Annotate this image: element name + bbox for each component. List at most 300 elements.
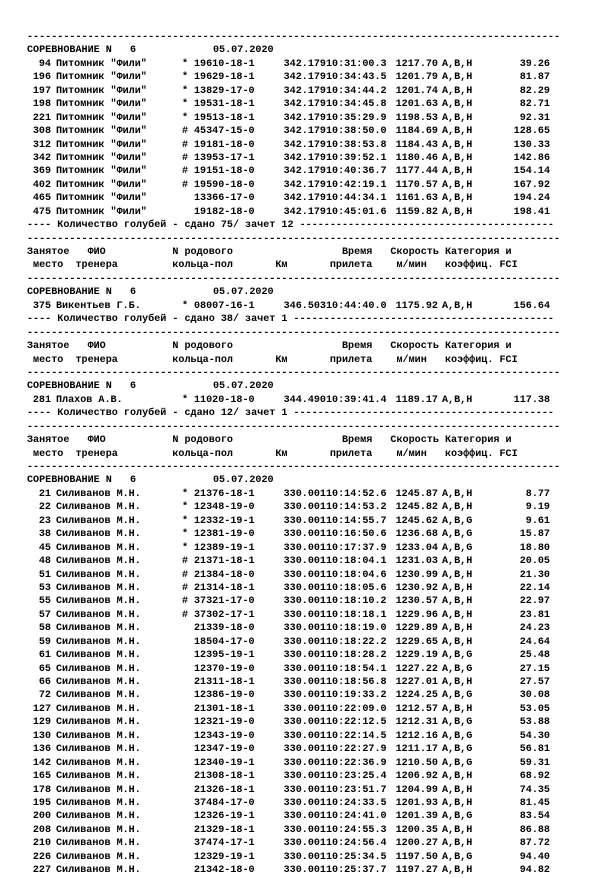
result-row <box>27 676 583 689</box>
arrival-time-cell: 10:39:52.1 <box>326 152 387 164</box>
result-row <box>27 98 583 111</box>
distance-cell: 330.001 <box>283 529 326 541</box>
coefficient-cell: 142.86 <box>513 152 550 164</box>
ring-number-cell: 19590-18-0 <box>194 179 255 191</box>
rule-line: ---------------------------------------------------------------------------------------- <box>27 327 561 339</box>
distance-cell: 330.001 <box>283 609 326 621</box>
arrival-time-cell: 10:31:00.3 <box>326 58 387 70</box>
coefficient-cell: 54.30 <box>519 730 550 742</box>
coefficient-cell: 94.82 <box>519 865 550 877</box>
fancier-name-cell: Силиванов М.Н. <box>56 663 141 675</box>
speed-cell: 1201.93 <box>395 797 438 809</box>
arrival-time-cell: 10:14:55.7 <box>326 515 387 527</box>
speed-cell: 1159.82 <box>395 206 438 218</box>
fancier-name-cell: Силиванов М.Н. <box>56 865 141 877</box>
speed-cell: 1201.79 <box>395 72 438 84</box>
category-cell: A,B,H <box>442 771 473 783</box>
category-cell: A,B,H <box>442 677 473 688</box>
category-cell: A,B,H <box>442 193 473 205</box>
result-row <box>27 716 583 729</box>
speed-cell: 1212.16 <box>395 730 438 742</box>
result-row <box>27 192 583 205</box>
competition-line <box>27 474 583 487</box>
mark-cell: * <box>181 58 189 70</box>
speed-cell: 1233.04 <box>395 542 438 554</box>
fancier-name-cell: Питомник "Фили" <box>56 99 147 111</box>
competition-label: СОРЕВНОВАНИЕ N 6 <box>27 475 137 487</box>
distance-cell: 342.179 <box>283 99 326 111</box>
rule-line: ---------------------------------------------------------------------------------------- <box>27 32 561 43</box>
place-cell: 465 <box>32 193 51 205</box>
coefficient-cell: 94.40 <box>519 851 550 863</box>
fancier-name-cell: Силиванов М.Н. <box>56 623 141 635</box>
ring-number-cell: 21308-18-1 <box>194 771 255 783</box>
coefficient-cell: 83.54 <box>519 811 550 823</box>
coefficient-cell: 92.31 <box>519 112 550 124</box>
competition-label: СОРЕВНОВАНИЕ N 6 <box>27 287 137 299</box>
fancier-name-cell: Силиванов М.Н. <box>56 730 141 742</box>
arrival-time-cell: 10:18:18.1 <box>326 609 387 621</box>
distance-cell: 342.179 <box>283 112 326 124</box>
arrival-time-cell: 10:38:50.0 <box>326 126 387 138</box>
result-row <box>27 636 583 649</box>
speed-cell: 1231.03 <box>395 556 438 568</box>
fancier-name-cell: Питомник "Фили" <box>56 58 147 70</box>
ring-number-cell: 21376-18-1 <box>194 488 255 500</box>
arrival-time-cell: 10:24:56.4 <box>326 838 387 850</box>
speed-cell: 1200.27 <box>395 838 438 850</box>
fancier-name-cell: Силиванов М.Н. <box>56 757 141 769</box>
ring-number-cell: 13953-17-1 <box>194 152 255 164</box>
category-cell: A,B,H <box>442 797 473 809</box>
distance-cell: 342.179 <box>283 126 326 138</box>
arrival-time-cell: 10:18:04.1 <box>326 556 387 568</box>
coefficient-cell: 15.87 <box>519 529 550 541</box>
arrival-time-cell: 10:22:09.0 <box>326 703 387 715</box>
result-row <box>27 582 583 595</box>
coefficient-cell: 27.15 <box>519 663 550 675</box>
distance-cell: 330.001 <box>283 717 326 729</box>
coefficient-cell: 130.33 <box>513 139 550 151</box>
category-cell: A,B,H <box>442 152 473 164</box>
place-cell: 142 <box>32 757 51 769</box>
mark-cell: * <box>181 394 189 406</box>
rule-line: ---------------------------------------------------------------------------------------- <box>27 233 561 245</box>
place-cell: 66 <box>38 677 51 688</box>
coefficient-cell: 8.77 <box>525 488 550 500</box>
arrival-time-cell: 10:22:12.5 <box>326 717 387 729</box>
arrival-time-cell: 10:24:55.3 <box>326 824 387 836</box>
ring-number-cell: 12343-19-0 <box>194 730 255 742</box>
result-row <box>27 125 583 138</box>
arrival-time-cell: 10:25:37.7 <box>326 865 387 877</box>
coefficient-cell: 56.81 <box>519 744 550 756</box>
mark-cell: * <box>181 85 189 97</box>
result-row <box>27 179 583 192</box>
mark-cell: * <box>181 502 189 514</box>
coefficient-cell: 22.14 <box>519 582 550 594</box>
column-header-line-2: место тренера кольца-пол Км прилета м/мин коэффиц. FCI <box>27 448 518 460</box>
speed-cell: 1184.69 <box>395 126 438 138</box>
arrival-time-cell: 10:18:19.0 <box>326 623 387 635</box>
arrival-time-cell: 10:18:04.6 <box>326 569 387 581</box>
speed-cell: 1230.92 <box>395 582 438 594</box>
place-cell: 312 <box>32 139 51 151</box>
coefficient-cell: 154.14 <box>513 166 550 178</box>
coefficient-cell: 128.65 <box>513 126 550 138</box>
place-cell: 129 <box>32 717 51 729</box>
speed-cell: 1217.70 <box>395 58 438 70</box>
place-cell: 227 <box>32 865 51 877</box>
category-cell: A,B,H <box>442 596 473 608</box>
result-row <box>27 300 583 313</box>
result-row <box>27 864 583 877</box>
ring-number-cell: 19151-18-0 <box>194 166 255 178</box>
speed-cell: 1212.57 <box>395 703 438 715</box>
rule-line: ---------------------------------------------------------------------------------------- <box>27 367 561 379</box>
category-cell: A,B,H <box>442 179 473 191</box>
ring-number-cell: 11020-18-0 <box>194 394 255 406</box>
distance-cell: 330.001 <box>283 865 326 877</box>
speed-cell: 1177.44 <box>395 166 438 178</box>
place-cell: 221 <box>32 112 51 124</box>
coefficient-cell: 198.41 <box>513 206 550 218</box>
mark-cell: * <box>181 112 189 124</box>
category-cell: A,B,H <box>442 72 473 84</box>
result-row <box>27 703 583 716</box>
distance-cell: 330.001 <box>283 703 326 715</box>
ring-number-cell: 21314-18-1 <box>194 582 255 594</box>
ring-number-cell: 12347-19-0 <box>194 744 255 756</box>
speed-cell: 1201.74 <box>395 85 438 97</box>
coefficient-cell: 59.31 <box>519 757 550 769</box>
rule-line: ---------------------------------------------------------------------------------------- <box>27 462 561 473</box>
summary-line: ---- Количество голубей - сдано 75/ зачет 12 ------------------------------------------ <box>27 220 554 232</box>
result-row <box>27 139 583 152</box>
coefficient-cell: 82.71 <box>519 99 550 111</box>
place-cell: 61 <box>38 650 51 662</box>
distance-cell: 330.001 <box>283 515 326 527</box>
place-cell: 308 <box>32 126 51 138</box>
place-cell: 200 <box>32 811 51 823</box>
category-cell: A,B,G <box>442 650 473 662</box>
category-cell: A,B,H <box>442 58 473 70</box>
place-cell: 65 <box>38 663 51 675</box>
distance-cell: 330.001 <box>283 677 326 688</box>
category-cell: A,B,H <box>442 206 473 218</box>
category-cell: A,B,G <box>442 851 473 863</box>
coefficient-cell: 22.97 <box>519 596 550 608</box>
fancier-name-cell: Силиванов М.Н. <box>56 582 141 594</box>
column-header-line-1: Занятое ФИО N родового Время Скорость Категория и <box>27 247 512 258</box>
arrival-time-cell: 10:25:34.5 <box>326 851 387 863</box>
column-header-line-2: место тренера кольца-пол Км прилета м/мин коэффиц. FCI <box>27 260 518 272</box>
mark-cell: * <box>181 300 189 312</box>
category-cell: A,B,G <box>442 663 473 675</box>
distance-cell: 342.179 <box>283 166 326 178</box>
arrival-time-cell: 10:16:50.6 <box>326 529 387 541</box>
result-row <box>27 528 583 541</box>
fancier-name-cell: Питомник "Фили" <box>56 85 147 97</box>
result-row <box>27 757 583 770</box>
fancier-name-cell: Силиванов М.Н. <box>56 797 141 809</box>
fancier-name-cell: Силиванов М.Н. <box>56 596 141 608</box>
ring-number-cell: 12340-19-1 <box>194 757 255 769</box>
coefficient-cell: 25.48 <box>519 650 550 662</box>
ring-number-cell: 08007-16-1 <box>194 300 255 312</box>
result-row <box>27 784 583 797</box>
competition-label: СОРЕВНОВАНИЕ N 6 <box>27 45 137 57</box>
fancier-name-cell: Силиванов М.Н. <box>56 515 141 527</box>
category-cell: A,B,G <box>442 515 473 527</box>
result-row <box>27 85 583 98</box>
coefficient-cell: 20.05 <box>519 556 550 568</box>
arrival-time-cell: 10:34:45.8 <box>326 99 387 111</box>
speed-cell: 1201.63 <box>395 99 438 111</box>
speed-cell: 1227.01 <box>395 677 438 688</box>
arrival-time-cell: 10:18:05.6 <box>326 582 387 594</box>
mark-cell: # <box>181 596 189 608</box>
arrival-time-cell: 10:24:33.5 <box>326 797 387 809</box>
fancier-name-cell: Силиванов М.Н. <box>56 717 141 729</box>
arrival-time-cell: 10:23:51.7 <box>326 784 387 796</box>
distance-cell: 330.001 <box>283 690 326 702</box>
result-row <box>27 515 583 528</box>
distance-cell: 342.179 <box>283 193 326 205</box>
result-row <box>27 488 583 501</box>
result-row <box>27 542 583 555</box>
fancier-name-cell: Силиванов М.Н. <box>56 744 141 756</box>
distance-cell: 330.001 <box>283 838 326 850</box>
category-cell: A,B,H <box>442 623 473 635</box>
place-cell: 48 <box>38 556 51 568</box>
distance-cell: 342.179 <box>283 85 326 97</box>
fancier-name-cell: Силиванов М.Н. <box>56 771 141 783</box>
fancier-name-cell: Силиванов М.Н. <box>56 690 141 702</box>
category-cell: A,B,G <box>442 811 473 823</box>
coefficient-cell: 9.19 <box>525 502 550 514</box>
distance-cell: 330.001 <box>283 650 326 662</box>
fancier-name-cell: Силиванов М.Н. <box>56 529 141 541</box>
distance-cell: 330.001 <box>283 636 326 648</box>
rule-line: ---------------------------------------------------------------------------------------- <box>27 273 561 285</box>
arrival-time-cell: 10:23:25.4 <box>326 771 387 783</box>
place-cell: 165 <box>32 771 51 783</box>
category-cell: A,B,G <box>442 757 473 769</box>
result-row <box>27 206 583 219</box>
ring-number-cell: 19629-18-1 <box>194 72 255 84</box>
arrival-time-cell: 10:38:53.8 <box>326 139 387 151</box>
arrival-time-cell: 10:22:27.9 <box>326 744 387 756</box>
category-cell: A,B,G <box>442 730 473 742</box>
ring-number-cell: 37302-17-1 <box>194 609 255 621</box>
distance-cell: 342.179 <box>283 179 326 191</box>
speed-cell: 1204.99 <box>395 784 438 796</box>
fancier-name-cell: Плахов А.В. <box>56 394 123 406</box>
mark-cell: # <box>181 582 189 594</box>
arrival-time-cell: 10:34:44.2 <box>326 85 387 97</box>
arrival-time-cell: 10:18:22.2 <box>326 636 387 648</box>
ring-number-cell: 12381-19-0 <box>194 529 255 541</box>
category-cell: A,B,H <box>442 636 473 648</box>
speed-cell: 1245.82 <box>395 502 438 514</box>
fancier-name-cell: Силиванов М.Н. <box>56 811 141 823</box>
fancier-name-cell: Питомник "Фили" <box>56 139 147 151</box>
result-row <box>27 797 583 810</box>
coefficient-cell: 24.64 <box>519 636 550 648</box>
place-cell: 475 <box>32 206 51 218</box>
distance-cell: 330.001 <box>283 542 326 554</box>
category-cell: A,B,H <box>442 865 473 877</box>
mark-cell: * <box>181 529 189 541</box>
category-cell: A,B,H <box>442 784 473 796</box>
coefficient-cell: 23.81 <box>519 609 550 621</box>
ring-number-cell: 37321-17-0 <box>194 596 255 608</box>
result-row <box>27 649 583 662</box>
ring-number-cell: 19513-18-1 <box>194 112 255 124</box>
coefficient-cell: 24.23 <box>519 623 550 635</box>
place-cell: 51 <box>38 569 51 581</box>
place-cell: 208 <box>32 824 51 836</box>
arrival-time-cell: 10:18:10.2 <box>326 596 387 608</box>
fancier-name-cell: Силиванов М.Н. <box>56 542 141 554</box>
result-row <box>27 555 583 568</box>
place-cell: 57 <box>38 609 51 621</box>
ring-number-cell: 12321-19-0 <box>194 717 255 729</box>
ring-number-cell: 21311-18-1 <box>194 677 255 688</box>
fancier-name-cell: Силиванов М.Н. <box>56 838 141 850</box>
distance-cell: 344.490 <box>283 394 326 406</box>
category-cell: A,B,H <box>442 824 473 836</box>
category-cell: A,B,H <box>442 582 473 594</box>
column-header-line-2: место тренера кольца-пол Км прилета м/мин коэффиц. FCI <box>27 354 518 366</box>
rule-line: ---------------------------------------------------------------------------------------- <box>27 421 561 433</box>
fancier-name-cell: Силиванов М.Н. <box>56 556 141 568</box>
place-cell: 197 <box>32 85 51 97</box>
coefficient-cell: 156.64 <box>513 300 550 312</box>
competition-line <box>27 286 583 299</box>
result-row <box>27 689 583 702</box>
arrival-time-cell: 10:22:14.5 <box>326 730 387 742</box>
category-cell: A,B,G <box>442 744 473 756</box>
speed-cell: 1230.99 <box>395 569 438 581</box>
result-row <box>27 730 583 743</box>
ring-number-cell: 19181-18-0 <box>194 139 255 151</box>
ring-number-cell: 12389-19-1 <box>194 542 255 554</box>
coefficient-cell: 81.45 <box>519 797 550 809</box>
coefficient-cell: 53.88 <box>519 717 550 729</box>
coefficient-cell: 18.80 <box>519 542 550 554</box>
place-cell: 136 <box>32 744 51 756</box>
category-cell: A,B,G <box>442 717 473 729</box>
place-cell: 369 <box>32 166 51 178</box>
mark-cell: * <box>181 99 189 111</box>
place-cell: 58 <box>38 623 51 635</box>
fancier-name-cell: Силиванов М.Н. <box>56 677 141 688</box>
speed-cell: 1180.46 <box>395 152 438 164</box>
competition-line <box>27 380 583 393</box>
result-row <box>27 394 583 407</box>
category-cell: A,B,H <box>442 556 473 568</box>
distance-cell: 342.179 <box>283 58 326 70</box>
place-cell: 21 <box>38 488 51 500</box>
mark-cell: # <box>181 166 189 178</box>
coefficient-cell: 194.24 <box>513 193 550 205</box>
arrival-time-cell: 10:18:56.8 <box>326 677 387 688</box>
fancier-name-cell: Силиванов М.Н. <box>56 569 141 581</box>
result-row <box>27 165 583 178</box>
result-row <box>27 837 583 850</box>
coefficient-cell: 27.57 <box>519 677 550 688</box>
result-row <box>27 569 583 582</box>
ring-number-cell: 19182-18-0 <box>194 206 255 218</box>
coefficient-cell: 39.26 <box>519 58 550 70</box>
mark-cell: # <box>181 126 189 138</box>
speed-cell: 1198.53 <box>395 112 438 124</box>
ring-number-cell: 37474-17-1 <box>194 838 255 850</box>
ring-number-cell: 21301-18-1 <box>194 703 255 715</box>
ring-number-cell: 21371-18-1 <box>194 556 255 568</box>
result-row <box>27 152 583 165</box>
arrival-time-cell: 10:24:41.0 <box>326 811 387 823</box>
mark-cell: # <box>181 609 189 621</box>
distance-cell: 330.001 <box>283 582 326 594</box>
distance-cell: 330.001 <box>283 502 326 514</box>
distance-cell: 330.001 <box>283 596 326 608</box>
speed-cell: 1229.96 <box>395 609 438 621</box>
category-cell: A,B,H <box>442 488 473 500</box>
result-row <box>27 851 583 864</box>
result-row <box>27 58 583 71</box>
fancier-name-cell: Силиванов М.Н. <box>56 784 141 796</box>
distance-cell: 330.001 <box>283 771 326 783</box>
distance-cell: 342.179 <box>283 206 326 218</box>
category-cell: A,B,H <box>442 166 473 178</box>
fancier-name-cell: Силиванов М.Н. <box>56 488 141 500</box>
ring-number-cell: 21384-18-0 <box>194 569 255 581</box>
fancier-name-cell: Силиванов М.Н. <box>56 824 141 836</box>
fancier-name-cell: Силиванов М.Н. <box>56 703 141 715</box>
fancier-name-cell: Силиванов М.Н. <box>56 636 141 648</box>
ring-number-cell: 18504-17-0 <box>194 636 255 648</box>
speed-cell: 1184.43 <box>395 139 438 151</box>
mark-cell: * <box>181 488 189 500</box>
distance-cell: 330.001 <box>283 623 326 635</box>
speed-cell: 1206.92 <box>395 771 438 783</box>
speed-cell: 1189.17 <box>395 394 438 406</box>
distance-cell: 330.001 <box>283 797 326 809</box>
ring-number-cell: 12370-19-0 <box>194 663 255 675</box>
ring-number-cell: 12395-19-1 <box>194 650 255 662</box>
mark-cell: # <box>181 556 189 568</box>
coefficient-cell: 82.29 <box>519 85 550 97</box>
fancier-name-cell: Викентьев Г.Б. <box>56 300 141 312</box>
coefficient-cell: 81.87 <box>519 72 550 84</box>
ring-number-cell: 19610-18-1 <box>194 58 255 70</box>
coefficient-cell: 117.38 <box>513 394 550 406</box>
arrival-time-cell: 10:14:52.6 <box>326 488 387 500</box>
fancier-name-cell: Питомник "Фили" <box>56 179 147 191</box>
coefficient-cell: 87.72 <box>519 838 550 850</box>
ring-number-cell: 21329-18-1 <box>194 824 255 836</box>
place-cell: 94 <box>38 58 51 70</box>
coefficient-cell: 30.08 <box>519 690 550 702</box>
result-row <box>27 663 583 676</box>
distance-cell: 330.001 <box>283 730 326 742</box>
mark-cell: # <box>181 179 189 191</box>
speed-cell: 1175.92 <box>395 300 438 312</box>
category-cell: A,B,H <box>442 126 473 138</box>
